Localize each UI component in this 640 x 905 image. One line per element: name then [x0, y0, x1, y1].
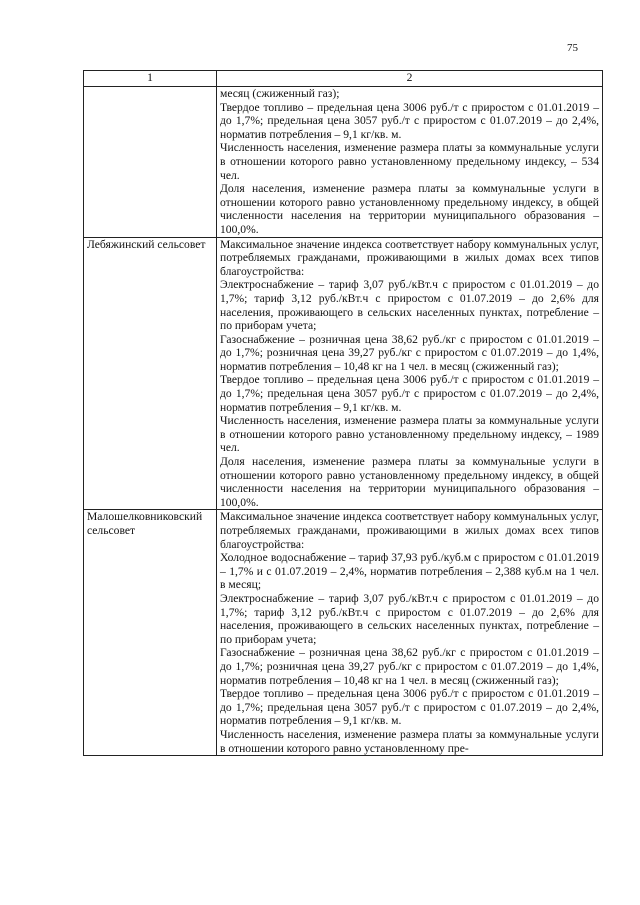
table-header-row — [84, 71, 603, 87]
paragraph: Холодное водоснабжение – тариф 37,93 руб./куб.м с приростом с 01.01.2019 – 1,7% и с 01.07.2019 – 2,4%, норматив потребления – 2,388 куб.м на 1 чел. в месяц; — [220, 551, 599, 592]
paragraph: Электроснабжение – тариф 3,07 руб./кВт.ч с приростом с 01.01.2019 – до 1,7%; тариф 3,12 руб./кВт.ч с приростом с 01.07.2019 – до 2,6% для населения, проживающего в сельских населенных пунктах, потребление – по приборам учета; — [220, 591, 599, 646]
municipality-name: Лебяжинский сельсовет — [84, 237, 217, 510]
paragraph: месяц (сжиженный газ); — [220, 87, 340, 100]
table-row — [84, 87, 603, 238]
paragraph: Доля населения, изменение размера платы за коммунальные услуги в отношении которого равно установленному предельному индексу, в общей численности населения на территории муниципального образования – 100,0%. — [220, 182, 599, 236]
paragraph: Электроснабжение – тариф 3,07 руб./кВт.ч с приростом с 01.01.2019 – до 1,7%; тариф 3,12 руб./кВт.ч с приростом с 01.07.2019 – до 2,6% для населения, проживающего в сельских населенных пунктах, потребление – по приборам учета; — [220, 278, 599, 333]
paragraph: Твердое топливо – предельная цена 3006 руб./т с приростом с 01.01.2019 – до 1,7%; предельная цена 3057 руб./т с приростом с 01.07.2019 – до 2,4%, норматив потребления – 9,1 кг/кв. м. — [220, 687, 599, 728]
paragraph: Газоснабжение – розничная цена 38,62 руб./кг с приростом с 01.01.2019 – до 1,7%; розничная цена 39,27 руб./кг с приростом с 01.07.2019 – до 1,4%, норматив потребления – 10,48 кг на 1 чел. в месяц (сжиженный газ); — [220, 646, 599, 687]
table-row — [84, 237, 603, 510]
municipality-name: Малошелковниковский сельсовет — [84, 510, 217, 756]
paragraph: Численность населения, изменение размера платы за коммунальные услуги в отношении которого равно установленному предельному индексу, – 1989 чел. — [220, 414, 599, 455]
page-number: 75 — [567, 42, 578, 54]
tariff-table — [83, 70, 603, 756]
paragraph: Максимальное значение индекса соответствует набору коммунальных услуг, потребляемых гражданами, проживающими в жилых домах всех типов благоустройства: — [220, 510, 599, 551]
table-row — [84, 510, 603, 756]
paragraph: Газоснабжение – розничная цена 38,62 руб./кг с приростом с 01.01.2019 – до 1,7%; розничная цена 39,27 руб./кг с приростом с 01.07.2019 – до 1,4%, норматив потребления – 10,48 кг на 1 чел. в месяц (сжиженный газ); — [220, 332, 599, 373]
paragraph: Доля населения, изменение размера платы за коммунальные услуги в отношении которого равно установленному предельному индексу, в общей численности населения на территории муниципального образования – 100,0%. — [220, 455, 599, 509]
column-header-1: 1 — [84, 71, 217, 87]
paragraph: Твердое топливо – предельная цена 3006 руб./т с приростом с 01.01.2019 – до 1,7%; предельная цена 3057 руб./т с приростом с 01.07.2019 – до 2,4%, норматив потребления – 9,1 кг/кв. м. — [220, 373, 599, 414]
municipality-description — [217, 87, 603, 238]
paragraph: Максимальное значение индекса соответствует набору коммунальных услуг, потребляемых гражданами, проживающими в жилых домах всех типов благоустройства: — [220, 237, 599, 278]
municipality-name — [84, 87, 217, 238]
column-header-2: 2 — [217, 71, 603, 87]
paragraph: Твердое топливо – предельная цена 3006 руб./т с приростом с 01.01.2019 – до 1,7%; предельная цена 3057 руб./т с приростом с 01.07.2019 – до 2,4%, норматив потребления – 9,1 кг/кв. м. — [220, 100, 599, 141]
municipality-description — [217, 237, 603, 510]
paragraph: Численность населения, изменение размера платы за коммунальные услуги в отношении которого равно установленному предельному индексу, – 534 чел. — [220, 141, 599, 182]
municipality-description — [217, 510, 603, 756]
paragraph: Численность населения, изменение размера платы за коммунальные услуги в отношении которого равно установленному пре- — [220, 727, 599, 755]
